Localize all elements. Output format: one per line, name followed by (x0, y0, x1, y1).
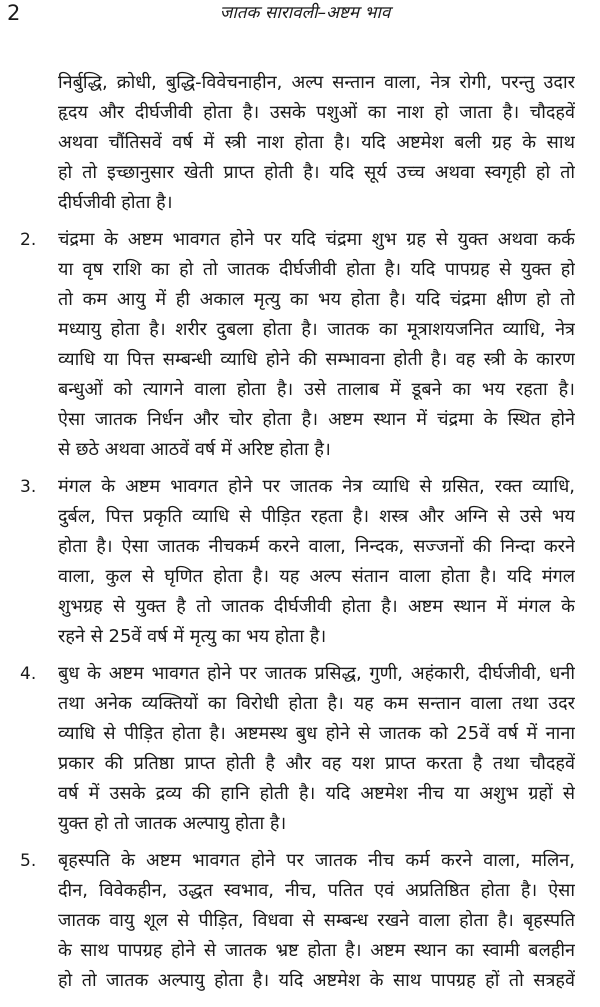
text-line: युक्त हो तो जातक अल्पायु होता है। (58, 813, 287, 834)
text-line: हो तो इच्छानुसार खेती प्राप्त होती है। यदि सूर्य उच्च अथवा स्वगृही हो तो (58, 162, 575, 183)
text-line: बुध के अष्टम भावगत होने पर जातक प्रसिद्ध, गुणी, अहंकारी, दीर्घजीवी, धनी (58, 663, 575, 684)
paragraph-number: 3. (20, 477, 37, 497)
text-line: व्याधि या पित्त सम्बन्धी व्याधि होने की सम्भावना होती है। वह स्त्री के कारण (58, 349, 575, 370)
text-line: शुभग्रह से युक्त है तो जातक दीर्घजीवी होता है। अष्टम स्थान में मंगल के (58, 596, 575, 617)
paragraph-number: 2. (20, 230, 37, 250)
text-line: होता है। ऐसा जातक नीचकर्म करने वाला, निन्दक, सज्जनों की निन्दा करने (58, 536, 575, 557)
text-line: मध्यायु होता है। शरीर दुबला होता है। जातक का मूत्राशयजनित व्याधि, नेत्र (58, 319, 575, 340)
paragraph (0, 472, 600, 652)
text-line: निर्बुद्धि, क्रोधी, बुद्धि-विवेचनाहीन, अल्प सन्तान वाला, नेत्र रोगी, परन्तु उदार (58, 72, 575, 93)
text-line: अथवा चौंतिसवें वर्ष में स्त्री नाश होता है। यदि अष्टमेश बली ग्रह के साथ (58, 132, 575, 153)
text-line: तो कम आयु में ही अकाल मृत्यु का भय होता है। यदि चंद्रमा क्षीण हो तो (58, 289, 575, 310)
text-line: वर्ष में उसके द्रव्य की हानि होती है। यदि अष्टमेश नीच या अशुभ ग्रहों से (58, 783, 575, 804)
text-line: तथा अनेक व्यक्तियों का विरोधी होता है। यह कम सन्तान वाला तथा उदर (58, 693, 575, 714)
paragraph (0, 846, 600, 996)
text-line: दुर्बल, पित्त प्रकृति व्याधि से पीड़ित रहता है। शस्त्र और अग्नि से उसे भय (58, 506, 575, 527)
paragraph (0, 225, 600, 465)
paragraph (0, 659, 600, 839)
text-line: मंगल के अष्टम भावगत होने पर जातक नेत्र व्याधि से ग्रसित, रक्त व्याधि, (58, 476, 575, 497)
text-line: हृदय और दीर्घजीवी होता है। उसके पशुओं का नाश हो जाता है। चौदहवें (58, 102, 575, 123)
text-line: के साथ पापग्रह होने से जातक भ्रष्ट होता है। अष्टम स्थान का स्वामी बलहीन (58, 940, 575, 961)
text-line: रहने से 25वें वर्ष में मृत्यु का भय होता है। (58, 626, 327, 647)
page-body (0, 68, 600, 1003)
text-line: से छठे अथवा आठवें वर्ष में अरिष्ट होता है। (58, 439, 331, 460)
text-line: वाला, कुल से घृणित होता है। यह अल्प संतान वाला होता है। यदि मंगल (58, 566, 575, 587)
text-line: ऐसा जातक निर्धन और चोर होता है। अष्टम स्थान में चंद्रमा के स्थित होने (58, 409, 575, 430)
text-line: चंद्रमा के अष्टम भावगत होने पर यदि चंद्रमा शुभ ग्रह से युक्त अथवा कर्क (58, 229, 575, 250)
text-line: बन्धुओं को त्यागने वाला होता है। उसे तालाब में डूबने का भय रहता है। (58, 379, 575, 400)
running-title: जातक सारावली–अष्टम भाव (219, 3, 391, 23)
text-line: हो तो जातक अल्पायु होता है। यदि अष्टमेश के साथ पापग्रह हों तो सत्रहवें (58, 970, 575, 991)
text-line: दीर्घजीवी होता है। (58, 192, 173, 213)
text-line: बृहस्पति के अष्टम भावगत होने पर जातक नीच कर्म करने वाला, मलिन, (58, 850, 575, 871)
paragraph (0, 68, 600, 218)
text-line: व्याधि से पीड़ित होता है। अष्टमस्थ बुध होने से जातक को 25वें वर्ष में नाना (58, 723, 575, 744)
text-line: जातक वायु शूल से पीड़ित, विधवा से सम्बन्ध रखने वाला होता है। बृहस्पति (58, 910, 575, 931)
page-number: 2 (7, 1, 21, 25)
text-line: या वृष राशि का हो तो जातक दीर्घजीवी होता है। यदि पापग्रह से युक्त हो (58, 259, 575, 280)
paragraph-number: 4. (20, 664, 37, 684)
paragraph-number: 5. (20, 851, 37, 871)
text-line: दीन, विवेकहीन, उद्धत स्वभाव, नीच, पतित एवं अप्रतिष्ठित होता है। ऐसा (58, 880, 575, 901)
text-line: प्रकार की प्रतिष्ठा प्राप्त होती है और वह यश प्राप्त करता है तथा चौदहवें (58, 753, 575, 774)
